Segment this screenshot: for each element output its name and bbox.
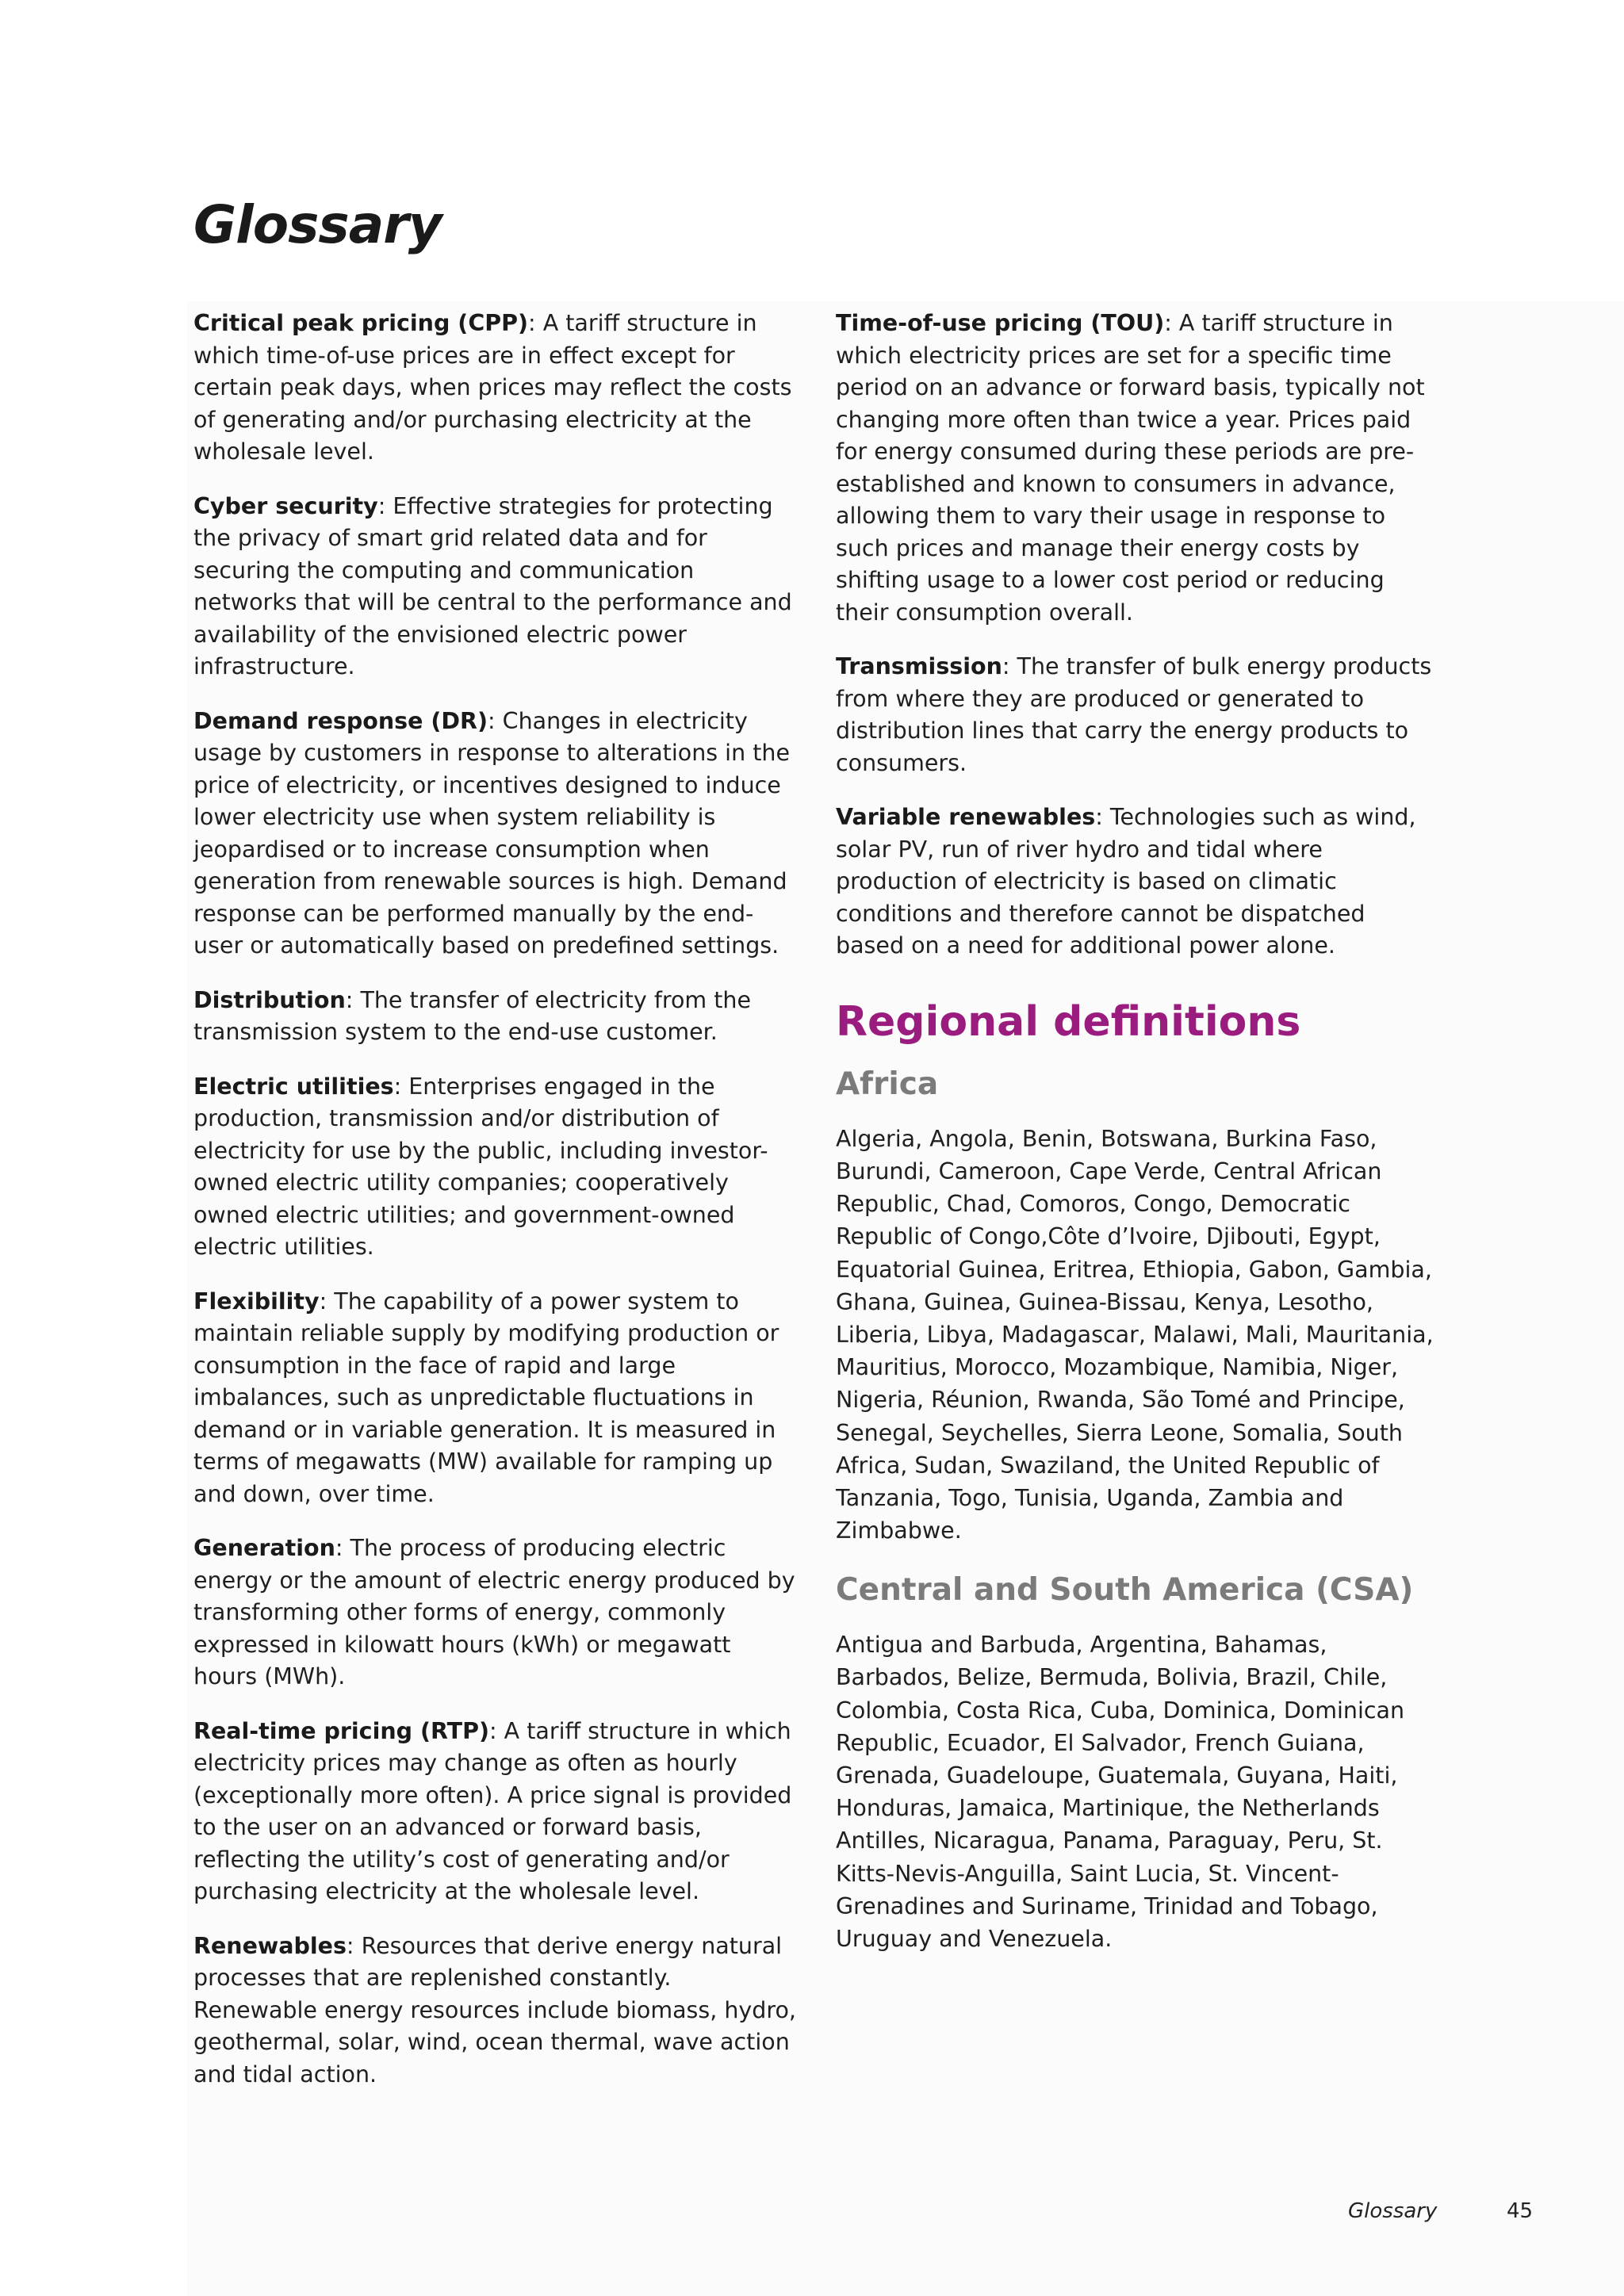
glossary-definition: : The capability of a power system to maintain reliable supply by modifying production or consumption in the face of rapid and large imbalances, such as unpredictable fluctuations in demand or in variable generation. It is measured in terms of megawatts (MW) available for ramping up and down, over time.	[193, 1288, 779, 1507]
glossary-term: Variable renewables	[836, 804, 1096, 830]
glossary-term: Real-time pricing (RTP)	[193, 1717, 489, 1744]
region-heading-csa: Central and South America (CSA)	[836, 1572, 1414, 1609]
glossary-definition: : Enterprises engaged in the production, transmission and/or distribution of electricity for use by the public, including investor-owned electric utility companies; cooperatively owned electric utilities; and government-owned electric utilities.	[193, 1073, 768, 1260]
glossary-term: Cyber security	[193, 492, 378, 519]
footer-section-label: Glossary	[1348, 2199, 1438, 2223]
glossary-entry-generation	[193, 1533, 796, 1693]
glossary-entry-electric-utilities	[193, 1071, 796, 1264]
glossary-entry-variable-renewables	[836, 802, 1438, 962]
glossary-entry-cpp	[193, 308, 796, 469]
glossary-definition: : The transfer of bulk energy products from where they are produced or generated to distribution lines that carry the energy products to consumers.	[836, 653, 1432, 776]
glossary-entry-renewables	[193, 1931, 796, 2091]
region-countries-africa: Algeria, Angola, Benin, Botswana, Burkina Faso, Burundi, Cameroon, Cape Verde, Central African Republic, Chad, Comoros, Congo, Democratic Republic of Congo,Côte d’Ivoire, Djibouti, Egypt, Equatorial Guinea, Eritrea, Ethiopia, Gabon, Gambia, Ghana, Guinea, Guinea-Bissau, Kenya, Lesotho, Liberia, Libya, Madagascar, Malawi, Mali, Mauritania, Mauritius, Morocco, Mozambique, Namibia, Niger, Nigeria, Réunion, Rwanda, São Tomé and Principe, Senegal, Seychelles, Sierra Leone, Somalia, South Africa, Sudan, Swaziland, the United Republic of Tanzania, Togo, Tunisia, Uganda, Zambia and Zimbabwe.	[836, 1125, 1434, 1544]
glossary-entry-tou	[836, 308, 1438, 629]
glossary-definition: : Resources that derive energy natural processes that are replenished constantly. Renewable energy resources include biomass, hydro, geothermal, solar, wind, ocean thermal, wave action and tidal action.	[193, 1932, 796, 2087]
glossary-left-column	[193, 308, 796, 2113]
glossary-definition: : A tariff structure in which electricity prices are set for a specific time period on an advance or forward basis, typically not changing more often than twice a year. Prices paid for energy consumed during these periods are pre-established and known to consumers in advance, allowing them to vary their usage in response to such prices and manage their energy costs by shifting usage to a lower cost period or reducing their consumption overall.	[836, 310, 1425, 626]
glossary-entry-rtp	[193, 1716, 796, 1908]
glossary-term: Generation	[193, 1535, 335, 1561]
region-countries-csa: Antigua and Barbuda, Argentina, Bahamas, Barbados, Belize, Bermuda, Bolivia, Brazil, Chile, Colombia, Costa Rica, Cuba, Dominica, Dominican Republic, Ecuador, El Salvador, French Guiana, Grenada, Guadeloupe, Guatemala, Guyana, Haiti, Honduras, Jamaica, Martinique, the Netherlands Antilles, Nicaragua, Panama, Paraguay, Peru, St. Kitts-Nevis-Anguilla, Saint Lucia, St. Vincent-Grenadines and Suriname, Trinidad and Tobago, Uruguay and Venezuela.	[836, 1632, 1405, 1952]
glossary-definition: : A tariff structure in which electricity prices may change as often as hourly (exceptionally more often). A price signal is provided to the user on an advanced or forward basis, reflecting the utility’s cost of generating and/or purchasing electricity at the wholesale level.	[193, 1717, 792, 1904]
glossary-entry-cyber-security	[193, 491, 796, 683]
region-heading-africa: Africa	[836, 1066, 939, 1103]
regional-definitions-heading: Regional definitions	[836, 997, 1301, 1046]
glossary-entry-transmission	[836, 651, 1438, 779]
glossary-definition: : Technologies such as wind, solar PV, run of river hydro and tidal where production of electricity is based on climatic conditions and therefore cannot be dispatched based on a need for additional power alone.	[836, 804, 1416, 959]
page-number: 45	[1507, 2199, 1534, 2223]
glossary-right-column	[836, 308, 1438, 1979]
glossary-entry-demand-response	[193, 706, 796, 962]
glossary-definition: : Effective strategies for protecting the privacy of smart grid related data and for securing the computing and communication networks that will be central to the performance and availability of the envisioned electric power infrastructure.	[193, 492, 792, 679]
glossary-entry-flexibility	[193, 1286, 796, 1511]
glossary-term: Renewables	[193, 1932, 347, 1959]
glossary-term: Flexibility	[193, 1288, 320, 1314]
glossary-term: Electric utilities	[193, 1073, 394, 1100]
glossary-term: Demand response (DR)	[193, 707, 488, 734]
glossary-entry-distribution	[193, 985, 796, 1049]
glossary-term: Critical peak pricing (CPP)	[193, 310, 529, 336]
glossary-term: Distribution	[193, 986, 346, 1013]
page-title: Glossary	[193, 194, 442, 255]
glossary-definition: : The transfer of electricity from the transmission system to the end-use customer.	[193, 986, 751, 1045]
glossary-term: Transmission	[836, 653, 1002, 679]
glossary-definition: : The process of producing electric energy or the amount of electric energy produced by transforming other forms of energy, commonly expressed in kilowatt hours (kWh) or megawatt hours (MWh).	[193, 1535, 795, 1689]
glossary-definition: : Changes in electricity usage by customers in response to alterations in the price of electricity, or incentives designed to induce lower electricity use when system reliability is jeopardised or to increase consumption when generation from renewable sources is high. Demand response can be performed manually by the end-user or automatically based on predefined settings.	[193, 707, 790, 959]
glossary-term: Time-of-use pricing (TOU)	[836, 310, 1165, 336]
glossary-definition: : A tariff structure in which time-of-use prices are in effect except for certain peak days, when prices may reflect the costs of generating and/or purchasing electricity at the wholesale level.	[193, 310, 792, 465]
